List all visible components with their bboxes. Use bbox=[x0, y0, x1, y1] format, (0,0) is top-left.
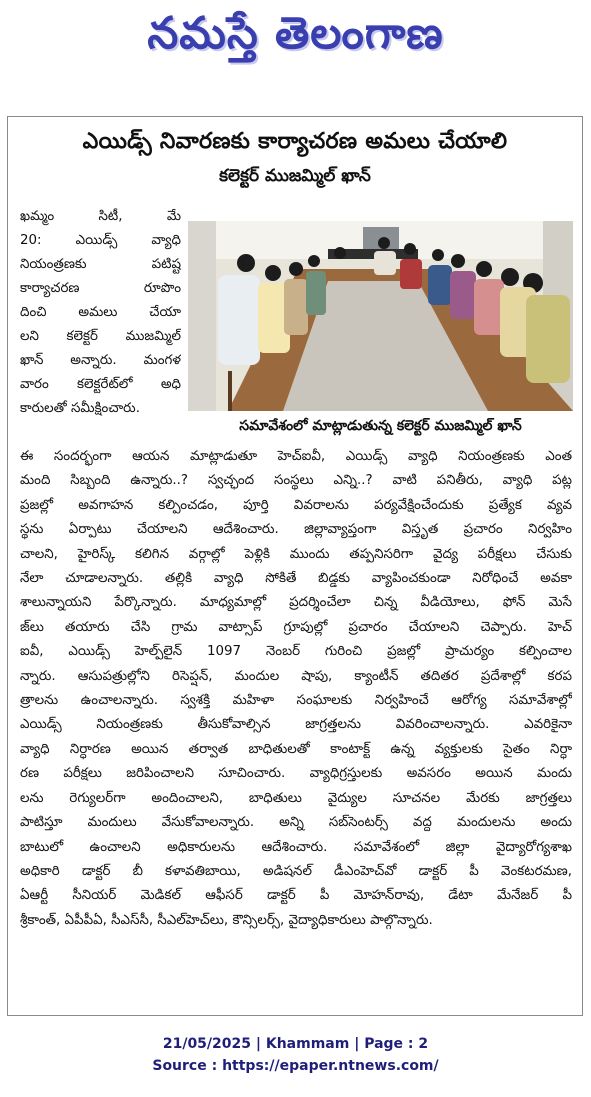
newspaper-logo: నమస్తే తెలంగాణ bbox=[147, 8, 444, 59]
meeting-photo bbox=[188, 221, 573, 411]
source-link[interactable]: Source : https://epaper.ntnews.com/ bbox=[152, 1058, 439, 1074]
body-text-line: జ్‌లు తయారు చేసి గ్రామ వాట్సాప్ గ్రూపుల్లో ప్రచారం చేయాలని చెప్పారు. హెచ్ bbox=[20, 619, 572, 635]
body-text-line: ఐవీ, ఎయిడ్స్ హెల్ప్‌లైన్ 1097 నెంబర్ గురించి ప్రజల్లో ప్రాచుర్యం కల్పించాల bbox=[20, 644, 572, 660]
body-text-line: స్థను ఏర్పాటు చేయాలని ఆదేశించారు. జిల్లావ్యాప్తంగా విస్తృత ప్రచారం నిర్వహిం bbox=[20, 522, 572, 538]
body-text-line: బాటులో ఉంచాలని అధికారులను ఆదేశించారు. సమావేశంలో జిల్లా వైద్యారోగ్యశాఖ bbox=[20, 839, 572, 855]
intro-column bbox=[20, 205, 181, 421]
body-text-line: రణ పరీక్షలు జరిపించాలని సూచించారు. వ్యాధిగ్రస్తులకు అవసరం అయిన మందు bbox=[20, 766, 572, 782]
intro-text-line: కార్యాచరణ రూపొం bbox=[20, 281, 181, 296]
intro-text-line: లని కలెక్టర్ ముజమ్మిల్ bbox=[20, 329, 181, 344]
article-body bbox=[20, 445, 572, 933]
body-text-line: వ్యాధి నిర్ధారణ అయిన తర్వాత బాధితులతో కాంటాక్ట్ ఉన్న వ్యక్తులకు సైతం నిర్ధా bbox=[20, 741, 572, 757]
body-text-line: మంది సిబ్బంది ఉన్నారు..? స్వచ్ఛంద సంస్థలు ఎన్ని..? వాటి పనితీరు, వ్యాధి పట్ల bbox=[20, 473, 572, 489]
masthead bbox=[0, 0, 591, 96]
body-text-line: శాలున్నాయని పేర్కొన్నారు. మాధ్యమాల్లో ప్రదర్శించేలా చిన్న వీడియోలు, ఫోన్ మెసే bbox=[20, 595, 572, 611]
subheadline: కలెక్టర్ ముజమ్మిల్ ఖాన్ bbox=[219, 166, 371, 186]
body-text-line: ఎయిడ్స్ నియంత్రణకు తీసుకోవాల్సిన జాగ్రత్తలను వివరించాలన్నారు. ఎవరికైనా bbox=[20, 717, 572, 733]
body-text-line: ఈ సందర్భంగా ఆయన మాట్లాడుతూ హెచ్‌ఐవీ, ఎయిడ్స్ వ్యాధి నియంత్రణకు ఎంత bbox=[20, 449, 572, 464]
intro-text-line: ఖాన్ అన్నారు. మంగళ bbox=[20, 353, 181, 368]
body-text-line: న్నారు. ఆసుపత్రుల్లోని రిసెప్షన్, మందుల షాపు, క్యాంటీన్ తదితర ప్రదేశాల్లో కరప bbox=[20, 668, 572, 684]
body-text-line: శ్రీకాంత్, ఏపీపీఏ, సీఎస్‌సీ, సీఎల్‌హెచ్‌లు, కౌన్సిలర్స్, వైద్యాధికారులు పాల్గొన్నారు. bbox=[20, 912, 433, 928]
body-text-line: చాలని, హైరిస్క్ కలిగిన వర్గాల్లో పెళ్లికి ముందు తప్పనిసరిగా వైద్య పరీక్షలు చేసుకు bbox=[20, 546, 572, 562]
intro-text-line: దించి అమలు చేయా bbox=[20, 305, 181, 320]
photo-caption: సమావేశంలో మాట్లాడుతున్న కలెక్టర్ ముజమ్మిల్ ఖాన్ bbox=[188, 412, 573, 440]
body-text-line: అధికారి డాక్టర్ బీ కళావతిబాయి, అడిషనల్ డీఎంహెచ్‌వో డాక్టర్ పీ వెంకటరమణ, bbox=[20, 863, 572, 879]
intro-text-line: వారం కలెక్టరేట్‌లో అధి bbox=[20, 377, 181, 392]
body-text-line: ఏఆర్టీ సీనియర్ మెడికల్ ఆఫీసర్ డాక్టర్ పీ మోహన్‌రావు, డేటా మేనేజర్ పీ bbox=[20, 888, 572, 904]
news-article bbox=[7, 116, 583, 1016]
intro-text-line: 20: ఎయిడ్స్ వ్యాధి bbox=[20, 233, 181, 248]
intro-text-line: కారులతో సమీక్షించారు. bbox=[20, 401, 140, 416]
body-text-line: లను రెగ్యులర్‌గా అందించాలని, బాధితులు వైద్యుల సూచనల మేరకు జాగ్రత్తలు bbox=[20, 790, 572, 806]
intro-text-line: నియంత్రణకు పటిష్ట bbox=[20, 257, 181, 272]
meeting-photo-illustration bbox=[188, 221, 573, 411]
edition-info: 21/05/2025 | Khammam | Page : 2 bbox=[162, 1036, 429, 1052]
body-text-line: ప్రజల్లో అవగాహన కల్పించడం, పూర్తి వివరాలను పర్యవేక్షించేందుకు ప్రత్యేక వ్యవ bbox=[20, 497, 572, 513]
body-text-line: నేలా చూడాలన్నారు. తల్లికి వ్యాధి సోకితే బిడ్డకు వ్యాపించకుండా నిరోధించే అవకా bbox=[20, 571, 572, 587]
body-text-line: పాటిస్తూ మందులు వేసుకోవాలన్నారు. అన్ని సబ్‌సెంటర్స్ వద్ద మందులను అందు bbox=[20, 815, 572, 831]
body-text-line: త్రాలను ఉంచాలన్నారు. స్వశక్తి మహిళా సంఘాలకు నిర్వహించే ఆరోగ్య సమావేశాల్లో bbox=[20, 693, 572, 709]
footer bbox=[0, 1033, 591, 1077]
intro-text-line: ఖమ్మం సిటీ, మే bbox=[20, 209, 181, 224]
headline: ఎయిడ్స్ నివారణకు కార్యాచరణ అమలు చేయాలి bbox=[82, 129, 508, 154]
